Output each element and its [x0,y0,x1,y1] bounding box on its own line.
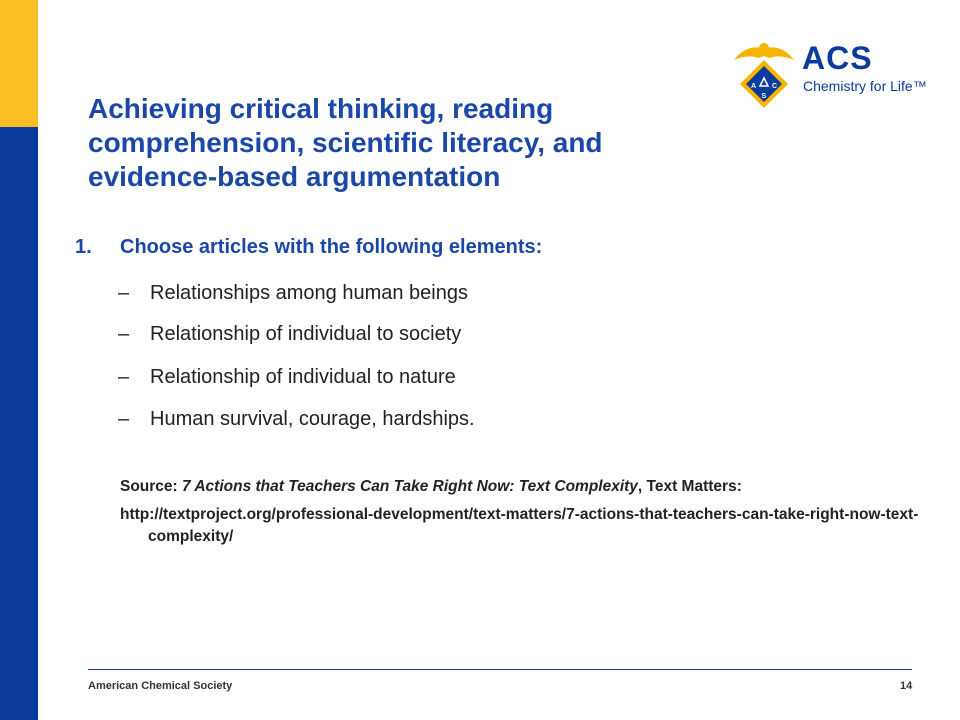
source-prefix: Source: [120,478,183,495]
accent-bar-yellow [0,0,38,127]
list-item-text: Relationship of individual to society [150,323,462,345]
list-item-text: Relationship of individual to nature [150,366,456,388]
logo-wordmark: ACS [802,40,873,76]
list-item-text: Human survival, courage, hardships. [150,408,475,430]
source-title: 7 Actions that Teachers Can Take Right Now: Text Complexity [182,478,638,495]
footer-divider [88,669,912,670]
list-dash: – [118,366,130,388]
svg-text:A: A [751,83,757,90]
svg-text:S: S [761,93,767,100]
accent-bar-blue [0,127,38,720]
list-dash: – [118,408,130,430]
page-number: 14 [900,680,913,692]
source-suffix: , Text Matters: [637,478,742,495]
svg-text:C: C [772,83,778,90]
list-number: 1. [75,236,92,258]
list-dash: – [118,282,130,304]
acs-logo [730,38,927,108]
list-item [118,366,456,389]
source-citation [120,478,742,496]
footer-organization: American Chemical Society [88,680,233,692]
slide-title: Achieving critical thinking, reading comprehension, scientific literacy, and evidence-based argumentation [88,93,603,192]
list-item [118,282,468,305]
list-item [118,323,461,346]
list-heading [75,236,542,259]
list-dash: – [118,323,130,345]
source-url[interactable]: http://textproject.org/professional-development/text-matters/7-actions-that-teachers-can-take-right-now-text-complexity/ [120,506,919,545]
logo-tagline: Chemistry for Life™ [803,78,927,94]
list-item [118,408,475,431]
list-heading-text: Choose articles with the following elements: [120,236,543,258]
acs-eagle-shield-icon [730,38,798,108]
list-item-text: Relationships among human beings [150,282,468,304]
